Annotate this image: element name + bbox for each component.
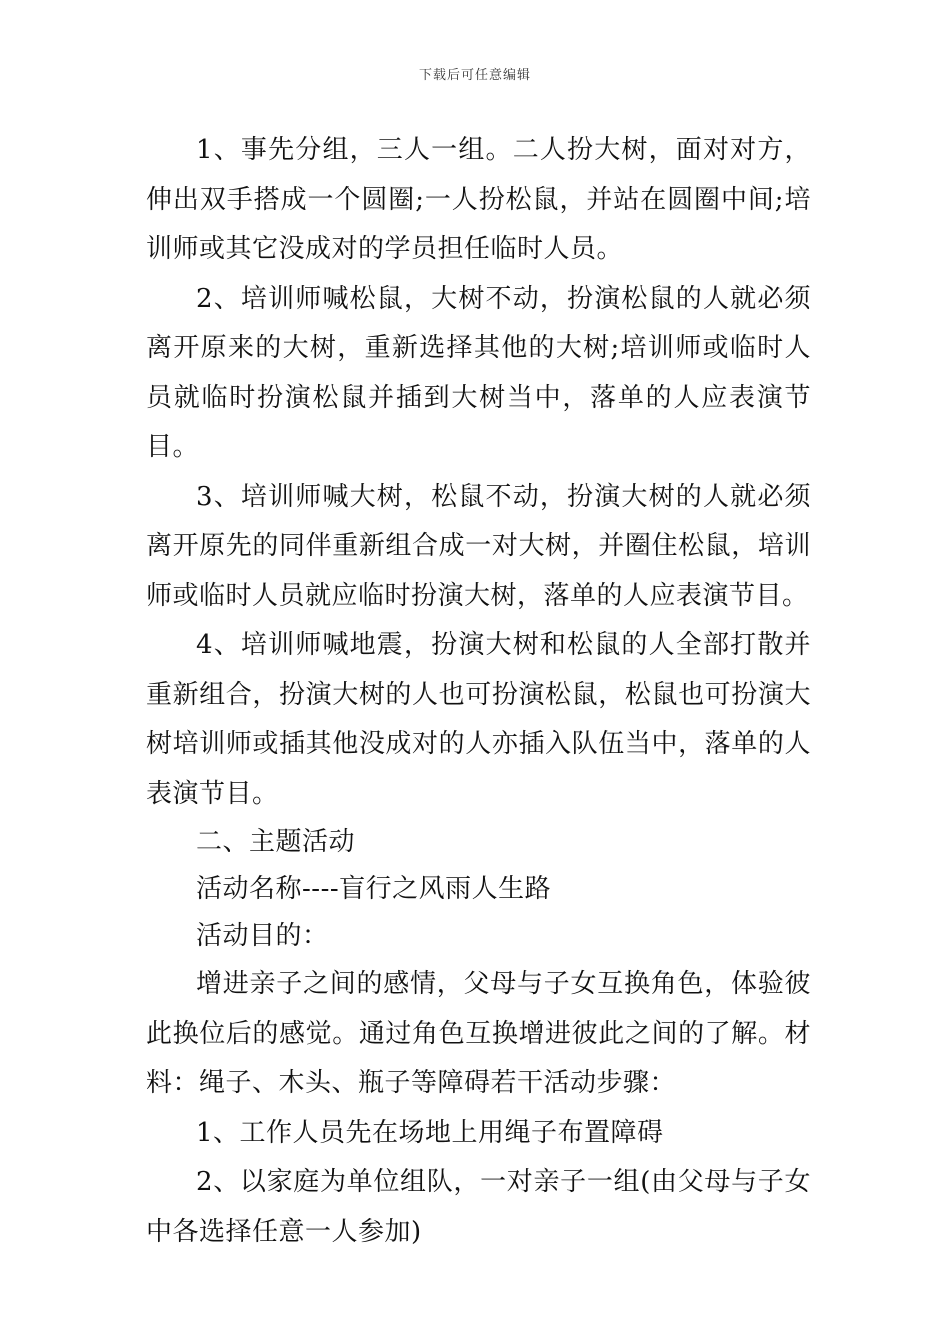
- paragraph-step-2: 2、培训师喊松鼠，大树不动，扮演松鼠的人就必须离开原来的大树，重新选择其他的大树;培训师或临时人员就临时扮演松鼠并插到大树当中，落单的人应表演节目。: [146, 283, 811, 462]
- activity-name: 活动名称----盲行之风雨人生路: [196, 874, 552, 904]
- section-heading-theme-activity: 二、主题活动: [196, 827, 356, 857]
- activity-purpose-label: 活动目的：: [196, 921, 329, 951]
- header-note: 下载后可任意编辑: [418, 68, 531, 83]
- paragraph-step-1: 1、事先分组，三人一组。二人扮大树，面对对方，伸出双手搭成一个圆圈;一人扮松鼠，并站在圆圈中间;培训师或其它没成对的学员担任临时人员。: [146, 135, 811, 264]
- paragraph-step-3: 3、培训师喊大树，松鼠不动，扮演大树的人就必须离开原先的同伴重新组合成一对大树，并圈住松鼠，培训师或临时人员就应临时扮演大树，落单的人应表演节目。: [146, 481, 811, 611]
- activity-step-2: 2、以家庭为单位组队，一对亲子一组(由父母与子女中各选择任意一人参加): [146, 1167, 811, 1247]
- activity-step-1: 1、工作人员先在场地上用绳子布置障碍: [196, 1117, 664, 1148]
- activity-purpose-text: 增进亲子之间的感情，父母与子女互换角色，体验彼此换位后的感觉。通过角色互换增进彼此之间的了解。材料：绳子、木头、瓶子等障碍若干活动步骤：: [146, 969, 811, 1098]
- paragraph-step-4: 4、培训师喊地震，扮演大树和松鼠的人全部打散并重新组合，扮演大树的人也可扮演松鼠，松鼠也可扮演大树培训师或插其他没成对的人亦插入队伍当中，落单的人表演节目。: [146, 630, 811, 809]
- document-body: [146, 126, 811, 1257]
